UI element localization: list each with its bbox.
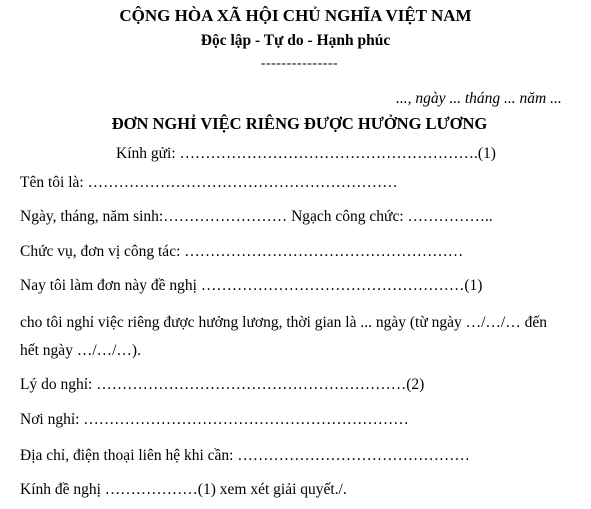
nation-header: CỘNG HÒA XÃ HỘI CHỦ NGHĨA VIỆT NAM [119, 6, 472, 25]
request-line: Nay tôi làm đơn này đề nghị ……………………………………………(1) [20, 277, 483, 294]
position-line: Chức vụ, đơn vị công tác: ……………………………………………… [20, 243, 464, 260]
contact-line: Địa chỉ, điện thoại liên hệ khi cần: ……………………………………… [20, 447, 470, 464]
recipient-line: Kính gửi: ………………………………………………….(1) [116, 145, 496, 162]
leave-period-line: cho tôi nghỉ việc riêng được hưởng lương, thời gian là ... ngày (từ ngày …/…/… đến [20, 314, 547, 331]
document-title: ĐƠN NGHỈ VIỆC RIÊNG ĐƯỢC HƯỞNG LƯƠNG [111, 114, 488, 133]
birthdate-line: Ngày, tháng, năm sinh:…………………… Ngạch công chức: …………….. [20, 208, 493, 225]
leave-period-end-line: hết ngày …/…/…). [20, 342, 141, 359]
header-divider: --------------- [260, 56, 339, 71]
name-line: Tên tôi là: …………………………………………………… [20, 174, 398, 191]
reason-line: Lý do nghỉ: ……………………………………………………(2) [20, 376, 425, 393]
date-line: ..., ngày ... tháng ... năm ... [396, 90, 562, 107]
motto: Độc lập - Tự do - Hạnh phúc [200, 32, 391, 49]
leave-place-line: Nơi nghỉ: ……………………………………………………… [20, 411, 409, 428]
closing-request-line: Kính đề nghị ………………(1) xem xét giải quyết./. [20, 481, 347, 498]
